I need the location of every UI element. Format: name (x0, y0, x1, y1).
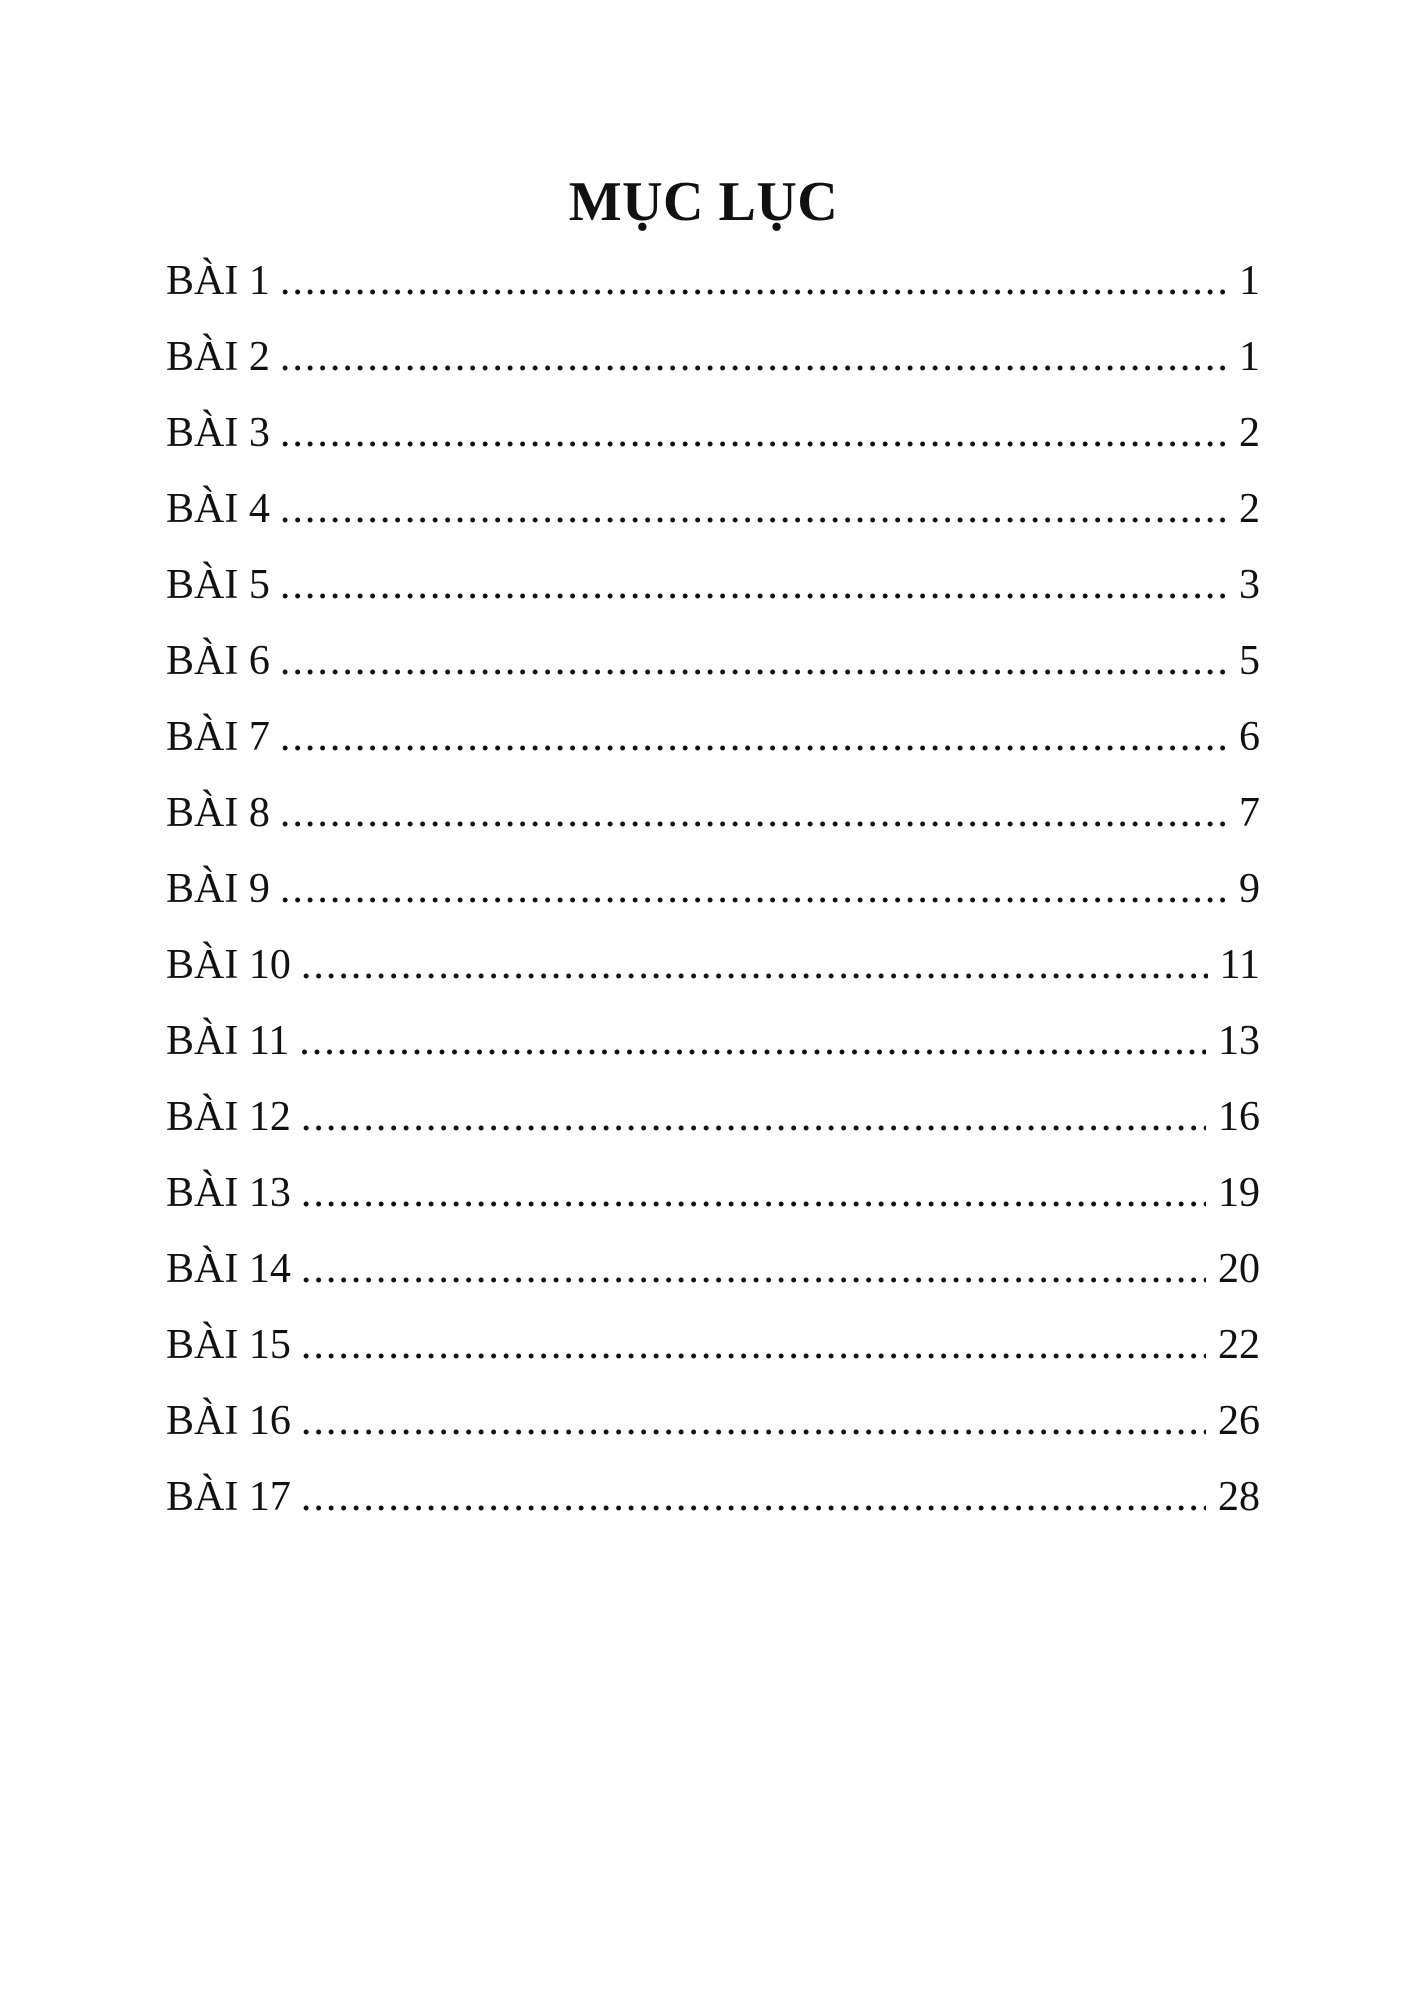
toc-dot-leader (280, 861, 1227, 917)
toc-entry-label: BÀI 4 (166, 486, 270, 532)
toc-dot-leader (299, 1013, 1206, 1069)
toc-entry (166, 851, 1260, 927)
toc-entry-page: 2 (1239, 486, 1260, 532)
toc-entry-label: BÀI 5 (166, 562, 270, 608)
table-of-contents (166, 243, 1260, 1535)
toc-entry-label: BÀI 8 (166, 790, 270, 836)
toc-entry-label: BÀI 6 (166, 638, 270, 684)
toc-dot-leader (280, 253, 1227, 309)
toc-entry (166, 319, 1260, 395)
toc-entry (166, 547, 1260, 623)
toc-entry-page: 16 (1218, 1094, 1260, 1140)
toc-entry (166, 927, 1260, 1003)
toc-entry-page: 22 (1218, 1322, 1260, 1368)
toc-entry (166, 1459, 1260, 1535)
toc-entry-label: BÀI 9 (166, 866, 270, 912)
toc-entry (166, 1155, 1260, 1231)
toc-entry-label: BÀI 12 (166, 1094, 291, 1140)
toc-entry-label: BÀI 16 (166, 1398, 291, 1444)
toc-entry-label: BÀI 17 (166, 1474, 291, 1520)
toc-entry (166, 775, 1260, 851)
toc-dot-leader (280, 557, 1227, 613)
toc-entry (166, 1079, 1260, 1155)
toc-entry (166, 1307, 1260, 1383)
toc-entry-page: 3 (1239, 562, 1260, 608)
toc-dot-leader (301, 1089, 1206, 1145)
toc-entry (166, 623, 1260, 699)
toc-dot-leader (301, 1393, 1206, 1449)
toc-entry-label: BÀI 15 (166, 1322, 291, 1368)
toc-dot-leader (301, 1469, 1206, 1525)
toc-entry-page: 19 (1218, 1170, 1260, 1216)
toc-entry-page: 28 (1218, 1474, 1260, 1520)
toc-entry-label: BÀI 3 (166, 410, 270, 456)
toc-dot-leader (301, 1317, 1206, 1373)
toc-dot-leader (301, 1241, 1206, 1297)
toc-entry-label: BÀI 2 (166, 334, 270, 380)
toc-entry-page: 5 (1239, 638, 1260, 684)
toc-entry-page: 26 (1218, 1398, 1260, 1444)
toc-entry-page: 9 (1239, 866, 1260, 912)
toc-entry (166, 243, 1260, 319)
toc-entry-page: 11 (1219, 942, 1260, 988)
toc-entry (166, 1003, 1260, 1079)
toc-dot-leader (280, 633, 1227, 689)
toc-entry-page: 13 (1218, 1018, 1260, 1064)
toc-entry (166, 699, 1260, 775)
toc-entry-label: BÀI 14 (166, 1246, 291, 1292)
toc-entry-label: BÀI 10 (166, 942, 291, 988)
toc-entry (166, 471, 1260, 547)
toc-entry (166, 1383, 1260, 1459)
toc-entry-label: BÀI 7 (166, 714, 270, 760)
toc-dot-leader (301, 1165, 1206, 1221)
toc-entry (166, 395, 1260, 471)
toc-entry-page: 7 (1239, 790, 1260, 836)
toc-dot-leader (280, 329, 1227, 385)
toc-entry-page: 1 (1239, 334, 1260, 380)
toc-entry-label: BÀI 1 (166, 258, 270, 304)
toc-dot-leader (301, 937, 1208, 993)
toc-dot-leader (280, 405, 1227, 461)
toc-dot-leader (280, 481, 1227, 537)
toc-entry-label: BÀI 13 (166, 1170, 291, 1216)
toc-dot-leader (280, 709, 1227, 765)
toc-entry-page: 6 (1239, 714, 1260, 760)
page-title: MỤC LỤC (568, 171, 839, 233)
toc-entry-page: 2 (1239, 410, 1260, 456)
toc-entry-page: 20 (1218, 1246, 1260, 1292)
toc-dot-leader (280, 785, 1227, 841)
toc-entry-label: BÀI 11 (166, 1018, 290, 1064)
toc-entry-page: 1 (1239, 258, 1260, 304)
toc-entry (166, 1231, 1260, 1307)
